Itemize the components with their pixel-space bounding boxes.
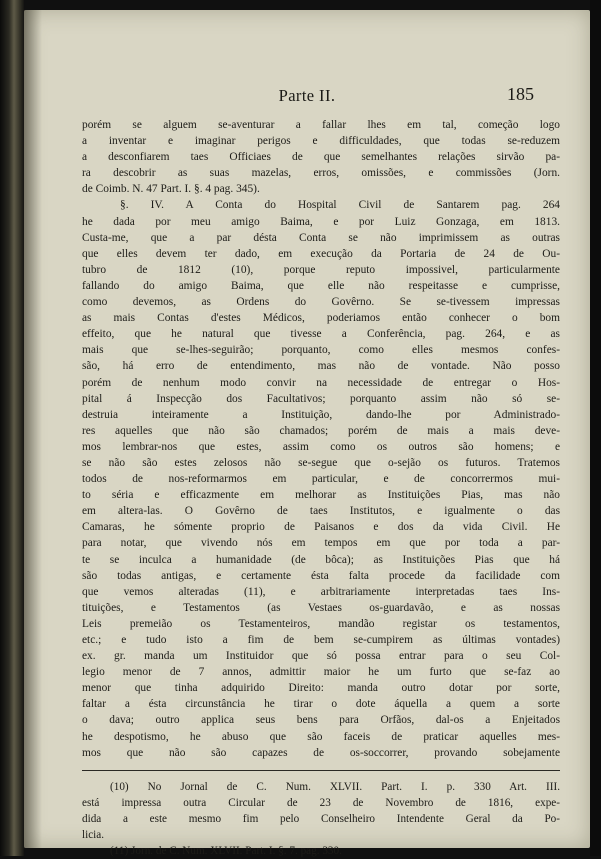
text-line: em altera-las. O Govêrno de taes Institutos, e igualmente o das	[82, 505, 560, 518]
footnotes	[82, 779, 560, 859]
text-line: Camaras, he sómente proprio de Paisanos e dos da vida Civil. He	[82, 521, 560, 534]
text-line: mos que não são capazes de os-soccorrer, provando sobejamente	[82, 746, 560, 759]
text-line: res aquelles que não são chamados; porém de mais a mais deve-	[82, 424, 560, 437]
main-text	[82, 117, 560, 859]
text-line: que vemos alteradas (11), e arbitrariamente interpretadas taes Ins-	[82, 585, 560, 598]
text-line: são, há erro de entendimento, mas não de vontade. Não posso	[82, 360, 560, 373]
book-page	[24, 10, 590, 857]
spine-shadow	[24, 10, 42, 848]
text-line: Leis premeião os Testamenteiros, mandão registar os testamentos,	[82, 617, 560, 630]
text-line: fallando do amigo Baima, que elle não respeitasse e cumprisse,	[82, 279, 560, 292]
text-line: porém de nenhum modo convir na necessidade de entregar o Hos-	[82, 376, 560, 389]
text-line: Custa-me, que a par désta Conta se não imprimissem as outras	[82, 231, 560, 244]
text-line: ex. gr. manda um Instituidor que só possa entrar para o seu Col-	[82, 650, 560, 663]
text-line: te se inculca a humanidade (de bôca); as Instituições Pias que há	[82, 553, 560, 566]
text-line: etc.; e tudo isto a fim de bem se-cumpirem as últimas vontades)	[82, 634, 560, 646]
text-line: menor que tinha adquirido Direito: manda outro dotar por sorte,	[82, 682, 560, 695]
text-line: legio menor de 7 annos, admittir maior he um furto que se-faz ao	[82, 666, 560, 679]
text-line: como devemos, as Ordens do Govêrno. Se se-tivessem impressas	[82, 296, 560, 309]
text-line: as mais Contas d'estes Médicos, poderiamos então conhecer o bom	[82, 312, 560, 325]
text-line: to séria e efficazmente em melhorar as Instituições Pias, mas não	[82, 489, 560, 502]
text-line: he dada por meu amigo Baima, e por Luiz Gonzaga, em 1813.	[82, 215, 560, 228]
text-line: que elles devem ter dado, em execução da Portaria de 24 de Ou-	[82, 247, 560, 260]
text-line: ra descobrir as suas mazelas, erros, omissões, e commissões (Jorn.	[82, 167, 560, 180]
text-line: se não são estes zelosos não se-segue que o-sejão os futuros. Tratemos	[82, 456, 560, 469]
text-line: he despotismo, he abuso que são faceis de praticar aquelles mes-	[82, 730, 560, 743]
text-line: tituições, e Testamentos (as Vestaes os-guardavão, e as nossas	[82, 601, 560, 614]
footnote-line: está impressa outra Circular de 23 de Novembro de 1816, expe-	[82, 796, 560, 809]
text-line: §. IV. A Conta do Hospital Civil de Santarem pag. 264	[120, 199, 560, 212]
running-head: Parte II.	[278, 86, 336, 105]
footnote-line: (10) No Jornal de C. Num. XLVII. Part. I. p. 330 Art. III.	[110, 780, 560, 793]
text-line: mais que se-lhes-seguirão; porquanto, como elles mesmos confes-	[82, 344, 560, 357]
scan-border	[590, 0, 601, 856]
footnote-divider	[82, 770, 560, 771]
book-spine-edge	[0, 0, 24, 856]
text-line: são todas antigas, e certamente ésta falta procede da facilidade com	[82, 569, 560, 582]
text-line: de Coimb. N. 47 Part. I. §. 4 pag. 345).	[82, 183, 260, 196]
text-line: o dava; outro applica seus bens para Orfãos, dal-os a Enjeitados	[82, 714, 560, 727]
page-number: 185	[507, 84, 534, 104]
footnote-line: licia.	[82, 828, 105, 841]
text-line: faltar a ésta circunstância he tirar o dote áquella a quem a sorte	[82, 698, 560, 711]
text-line: porém se alguem se-aventurar a fallar lhes em tal, começão logo	[82, 119, 560, 131]
footnote-line: (11) Jorn. de C. Num. XLVII. Part. I. §. 7. pag. 330.	[110, 844, 342, 857]
text-line: pital á Inspecção dos Facultativos; porquanto assim não só se-	[82, 392, 560, 405]
footnote-line: dida a este mesmo fim pelo Conselheiro Intendente Geral da Po-	[82, 812, 560, 825]
text-line: a inventar e imaginar perigos e difficuldades, que todas se-reduzem	[82, 135, 560, 148]
text-line: para notar, que vivendo nós em tempos em que por toda a par-	[82, 537, 560, 550]
text-line: a desconfiarem taes Officiaes de que semelhantes relações sirvão pa-	[82, 151, 560, 164]
text-line: mos lembrar-nos que estes, assim como os outros são homens; e	[82, 440, 560, 453]
text-line: effeito, que he natural que tivesse a Conferência, pag. 264, e as	[82, 328, 560, 341]
page-header	[24, 82, 590, 108]
text-line: destruia inteiramente a Instituição, dando-lhe por Administrado-	[82, 408, 560, 421]
text-line: todos de nos-reformarmos em particular, e de concorrermos mui-	[82, 473, 560, 486]
text-line: tubro de 1812 (10), porque reputo impossivel, particularmente	[82, 263, 560, 276]
